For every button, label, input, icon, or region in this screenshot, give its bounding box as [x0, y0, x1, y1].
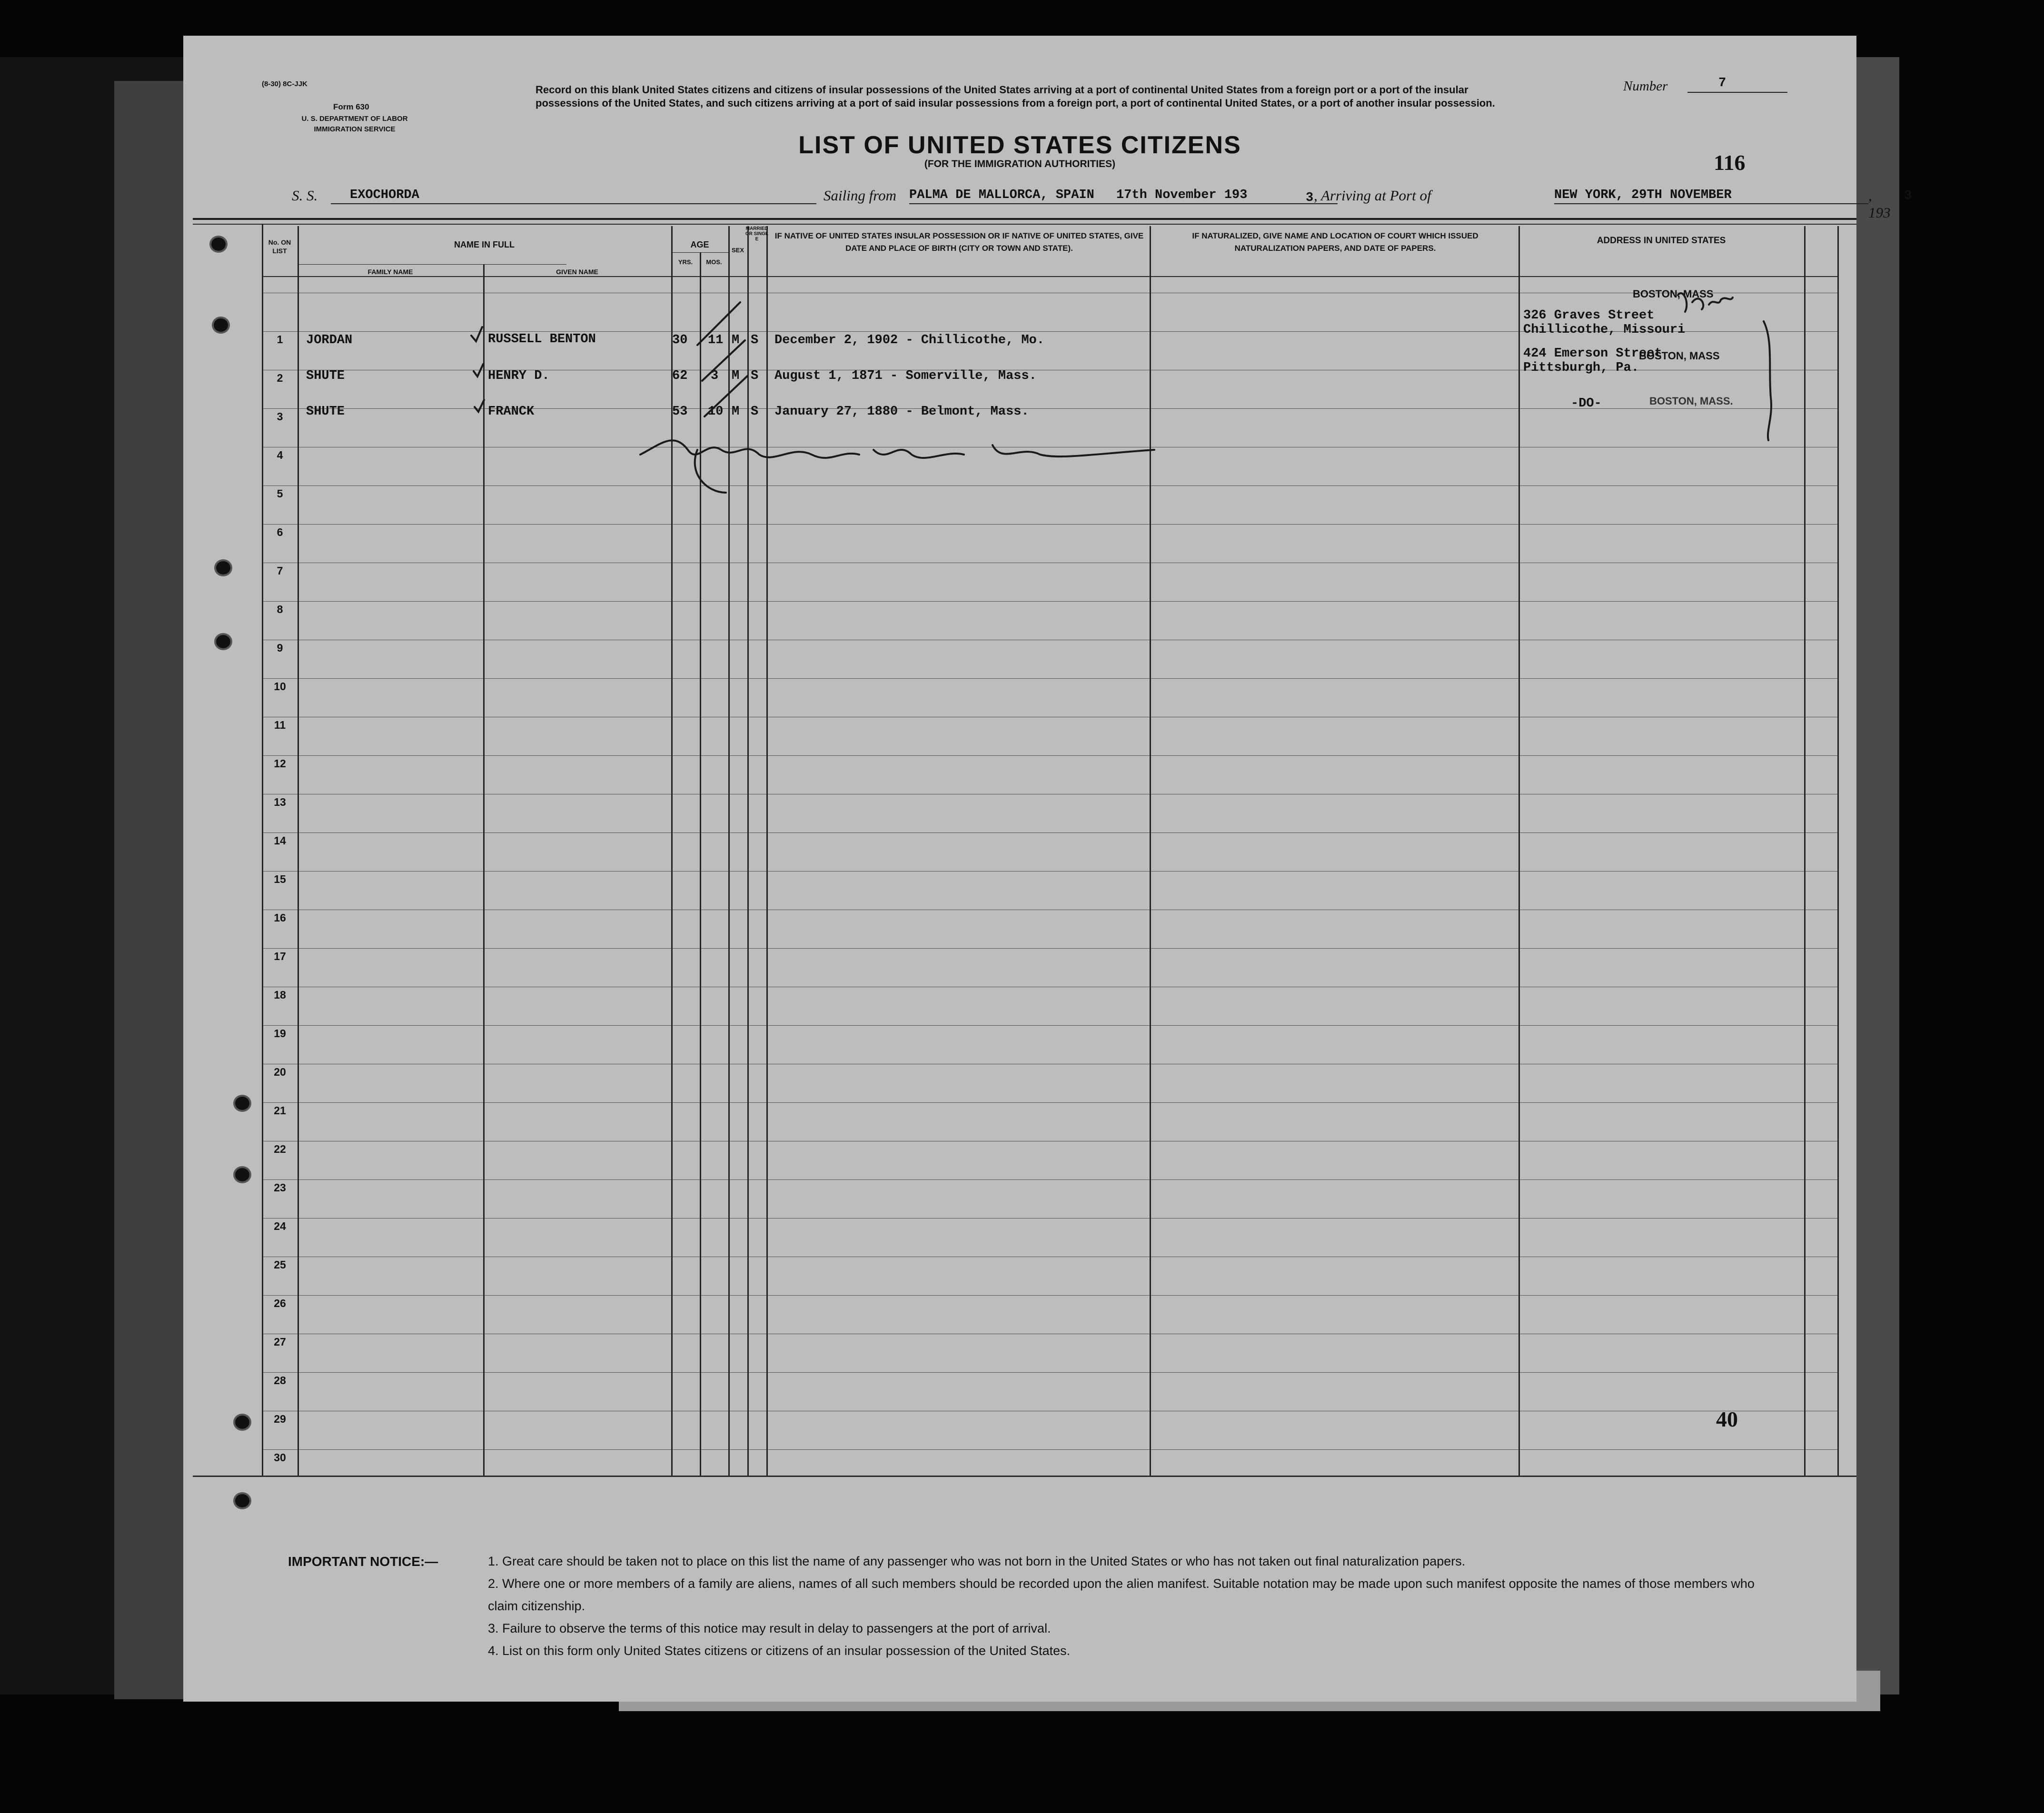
sailing-date: 17th November 193: [1116, 188, 1248, 202]
background-edge-right: [1854, 57, 1899, 1694]
row-number: 29: [274, 1413, 286, 1425]
header-married-or-single: MARRIED OR SINGLE: [745, 226, 769, 242]
check-mark-2: [474, 364, 483, 376]
row-1-months: 11: [708, 333, 724, 347]
row-number: 10: [274, 680, 286, 693]
punch-hole: [233, 1166, 251, 1183]
header-name-in-full: NAME IN FULL: [454, 240, 515, 249]
row-2-address-note: BOSTON, MASS: [1639, 350, 1720, 362]
ship-name: EXOCHORDA: [350, 188, 419, 202]
row-number: 13: [274, 796, 286, 808]
row-2-birth: August 1, 1871 - Somerville, Mass.: [774, 369, 1037, 383]
header-sex: SEX: [731, 247, 744, 254]
signature-loop: [695, 450, 726, 493]
age-tick-1: [697, 302, 740, 345]
check-mark-3: [475, 400, 484, 412]
header-no-on-list: No. ON LIST: [268, 238, 291, 255]
row-number: 30: [274, 1451, 286, 1464]
row-3-given-name: FRANCK: [488, 405, 535, 419]
row-2-address-line2: Pittsburgh, Pa.: [1523, 361, 1639, 375]
notice-item-4: 4. List on this form only United States citizens or citizens of an insular possession of the United States.: [488, 1644, 1071, 1658]
row-1-birth: December 2, 1902 - Chillicothe, Mo.: [774, 333, 1045, 347]
page-title: LIST OF UNITED STATES CITIZENS: [798, 131, 1241, 159]
page-subtitle: (FOR THE IMMIGRATION AUTHORITIES): [924, 159, 1116, 169]
row-number: 11: [274, 719, 286, 731]
page-number: 116: [1714, 150, 1746, 175]
punch-hole: [233, 1095, 251, 1112]
row-1-address-line2: Chillicothe, Missouri: [1523, 323, 1686, 337]
row-2-months: 3: [711, 369, 719, 383]
address-bracket: [1764, 321, 1771, 440]
background-edge-left-inner: [114, 81, 183, 1699]
instructions: Record on this blank United States citizens and citizens of insular possessions of the United States arriving at a port of continental United States from a foreign port or a port of the insular possessions of the United States, and such citizens arriving at a port of said insular possessions from a foreign port, a port of continental United States, or a port of another insular possession.: [536, 84, 1495, 109]
punch-hole: [233, 1414, 251, 1431]
check-mark-1: [471, 327, 482, 341]
row-number: 15: [274, 873, 286, 885]
row-number: 4: [277, 449, 283, 461]
header-family-name: FAMILY NAME: [367, 268, 413, 276]
row-2-years: 62: [672, 369, 688, 383]
notice-item-3: 3. Failure to observe the terms of this notice may result in delay to passengers at the port of arrival.: [488, 1621, 1051, 1635]
row-number: 12: [274, 757, 286, 770]
row-number: 9: [277, 642, 283, 654]
page-mark: 40: [1716, 1407, 1738, 1431]
header-yrs: YRS.: [678, 258, 693, 266]
row-number: 8: [277, 603, 283, 615]
row-3-family-name: SHUTE: [306, 405, 345, 419]
header-naturalized: IF NATURALIZED, GIVE NAME AND LOCATION OF COURT WHICH ISSUED NATURALIZATION PAPERS, AND DATE OF PAPERS.: [1192, 231, 1478, 253]
header-mos: MOS.: [706, 258, 722, 266]
row-3-sex: M: [732, 405, 740, 419]
punch-hole: [214, 633, 232, 650]
row-3-address-note: BOSTON, MASS.: [1649, 395, 1733, 407]
row-2-address-line1: 424 Emerson Street: [1523, 347, 1662, 361]
sailing-port: PALMA DE MALLORCA, SPAIN: [909, 188, 1094, 202]
row-2-family-name: SHUTE: [306, 369, 345, 383]
row-number: 24: [274, 1220, 286, 1232]
sailing-year-digit: 3: [1306, 191, 1314, 205]
age-tick-3: [704, 376, 747, 416]
ss-label: S. S.: [292, 187, 318, 204]
row-1-address-line1: 326 Graves Street: [1523, 308, 1655, 323]
row-1-years: 30: [672, 333, 688, 347]
row-3-months: 10: [708, 405, 724, 419]
row-2-sex: M: [732, 369, 740, 383]
sailing-label: Sailing from: [824, 187, 897, 204]
number-label: Number: [1623, 79, 1668, 94]
arriving-label: , Arriving at Port of: [1314, 187, 1431, 204]
row-3-years: 53: [672, 405, 688, 419]
row-number: 20: [274, 1066, 286, 1078]
row-number: 22: [274, 1143, 286, 1155]
handwritten-marks: [183, 36, 1856, 1702]
header-given-name: GIVEN NAME: [556, 268, 598, 276]
manifest-page: [183, 36, 1912, 1702]
department: U. S. DEPARTMENT OF LABOR: [301, 115, 408, 123]
notice-item-2: 2. Where one or more members of a family are aliens, names of all such members should be recorded upon the alien manifest. Suitable notation may be made upon such manifest opposite the names of those members who claim citizenship.: [488, 1576, 1755, 1613]
service: IMMIGRATION SERVICE: [314, 125, 396, 133]
row-number: 26: [274, 1297, 286, 1309]
signature: [640, 440, 1154, 458]
row-3-marital: S: [751, 405, 759, 419]
row-2-marital: S: [751, 369, 759, 383]
arriving-year-digit: 3: [1904, 189, 1912, 203]
row-number: 21: [274, 1104, 286, 1117]
punch-hole: [233, 1492, 251, 1509]
row-number: 18: [274, 989, 286, 1001]
notice-heading: IMPORTANT NOTICE:—: [288, 1554, 438, 1569]
notice-items: [488, 1550, 1783, 1662]
row-1-address-note: BOSTON, MASS: [1633, 288, 1714, 300]
form-number: Form 630: [333, 102, 369, 111]
row-3-birth: January 27, 1880 - Belmont, Mass.: [774, 405, 1029, 419]
row-number: 25: [274, 1258, 286, 1271]
header-age: AGE: [690, 240, 709, 249]
row-number: 3: [277, 410, 283, 423]
header-address: ADDRESS IN UNITED STATES: [1597, 236, 1726, 246]
row-number: 7: [277, 565, 283, 577]
row-number: 16: [274, 911, 286, 924]
row-number: 28: [274, 1374, 286, 1387]
row-1-given-name: RUSSELL BENTON: [488, 332, 596, 347]
header-birth: IF NATIVE OF UNITED STATES INSULAR POSSESSION OR IF NATIVE OF UNITED STATES, GIVE DATE AND PLACE OF BIRTH (CITY OR TOWN AND STATE).: [774, 231, 1144, 253]
row-3-address-line1: -DO-: [1571, 396, 1602, 411]
row-number: 1: [277, 333, 283, 346]
row-number: 27: [274, 1336, 286, 1348]
row-number: 5: [277, 487, 283, 500]
punch-hole: [212, 317, 230, 334]
row-1-sex: M: [732, 333, 740, 347]
row-number: 17: [274, 950, 286, 962]
row-number: 14: [274, 834, 286, 847]
arriving-year: , 193: [1868, 187, 1891, 221]
row-number: 19: [274, 1027, 286, 1040]
row-number: 2: [277, 372, 283, 384]
age-tick-2: [702, 340, 745, 381]
number-value: 7: [1718, 76, 1726, 90]
punch-hole: [214, 559, 232, 576]
row-number: 23: [274, 1181, 286, 1194]
punch-hole: [209, 236, 228, 253]
initials-jdm: [1678, 293, 1733, 312]
row-1-marital: S: [751, 333, 759, 347]
row-2-given-name: HENRY D.: [488, 369, 550, 383]
row-1-family-name: JORDAN: [306, 333, 353, 347]
arriving-port: NEW YORK, 29TH NOVEMBER: [1554, 188, 1732, 202]
form-code: (8-30) 8C-JJK: [262, 80, 308, 88]
notice-item-1: 1. Great care should be taken not to place on this list the name of any passenger who was not born in the United States or who has not taken out final naturalization papers.: [488, 1554, 1466, 1568]
row-number: 6: [277, 526, 283, 538]
